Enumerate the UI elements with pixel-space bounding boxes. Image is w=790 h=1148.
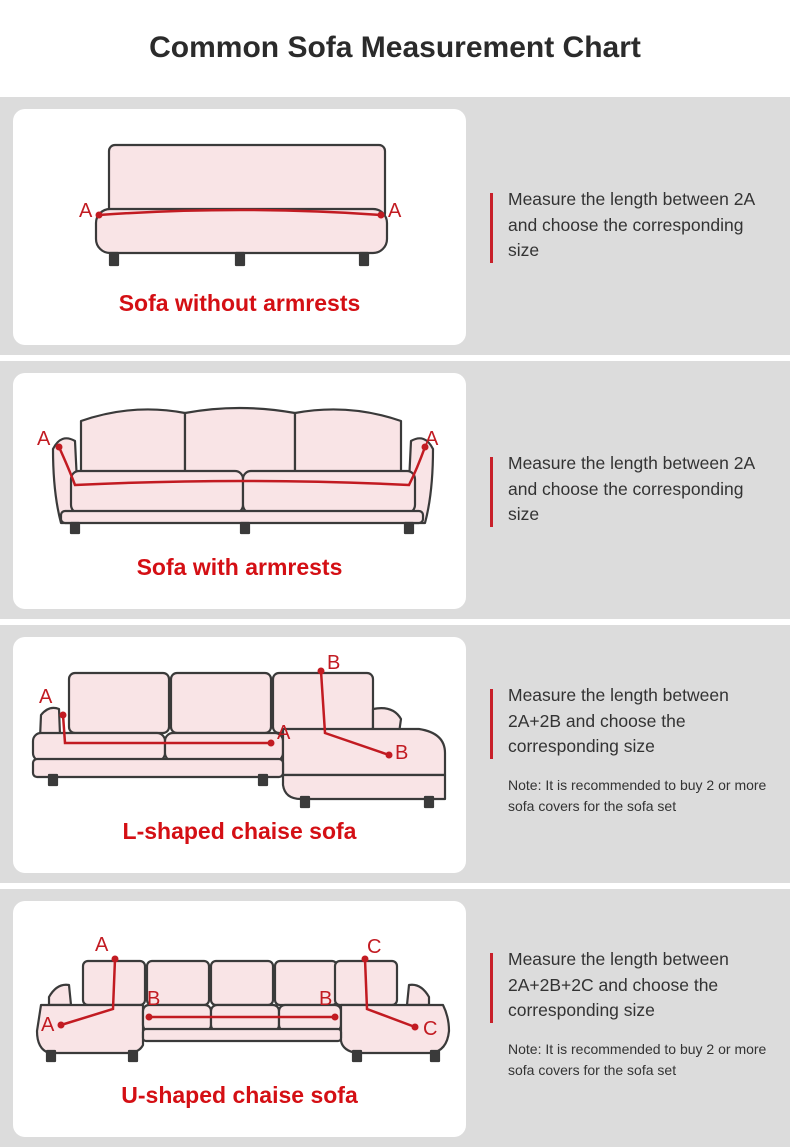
marker-a-right: A xyxy=(388,200,402,222)
page-title: Common Sofa Measurement Chart xyxy=(0,0,790,96)
marker-b-right: B xyxy=(319,988,333,1010)
section-sofa-without-armrests xyxy=(0,97,790,355)
recommendation-note: Note: It is recommended to buy 2 or more sofa covers for the sofa set xyxy=(508,777,767,814)
sofa-type-label: Sofa with armrests xyxy=(136,554,343,580)
instruction-text: Measure the length between 2A+2B+2C and choose the corresponding size xyxy=(508,949,729,1020)
instruction-text: Measure the length between 2A and choose the corresponding size xyxy=(508,453,755,524)
illustration-card xyxy=(13,373,466,609)
section-l-shaped-chaise-sofa xyxy=(0,625,790,883)
accent-bar xyxy=(490,193,493,263)
sofa-type-label: U-shaped chaise sofa xyxy=(121,1082,358,1108)
marker-b-chaise: B xyxy=(395,742,409,764)
marker-b-left: B xyxy=(147,988,161,1010)
accent-bar xyxy=(490,953,493,1023)
marker-a-top: A xyxy=(95,934,109,956)
section-u-shaped-chaise-sofa xyxy=(0,889,790,1147)
sofa-type-label: Sofa without armrests xyxy=(118,290,361,316)
illustration-card xyxy=(13,109,466,345)
accent-bar xyxy=(490,689,493,759)
illustration-card xyxy=(13,901,466,1137)
accent-bar xyxy=(490,457,493,527)
marker-c-top: C xyxy=(367,936,382,958)
marker-a-right: A xyxy=(425,428,439,450)
marker-a-left: A xyxy=(37,428,51,450)
section-sofa-with-armrests xyxy=(0,361,790,619)
marker-a-chaise: A xyxy=(41,1014,55,1036)
instruction-text: Measure the length between 2A+2B and choose the corresponding size xyxy=(508,685,729,756)
marker-b-top: B xyxy=(327,652,341,674)
marker-a-left: A xyxy=(79,200,93,222)
recommendation-note: Note: It is recommended to buy 2 or more sofa covers for the sofa set xyxy=(508,1041,767,1078)
sofa-type-label: L-shaped chaise sofa xyxy=(122,818,357,844)
marker-a-middle: A xyxy=(277,722,291,744)
instruction-text: Measure the length between 2A and choose the corresponding size xyxy=(508,189,755,260)
illustration-card xyxy=(13,637,466,873)
marker-a-left: A xyxy=(39,686,53,708)
marker-c-chaise: C xyxy=(423,1018,438,1040)
